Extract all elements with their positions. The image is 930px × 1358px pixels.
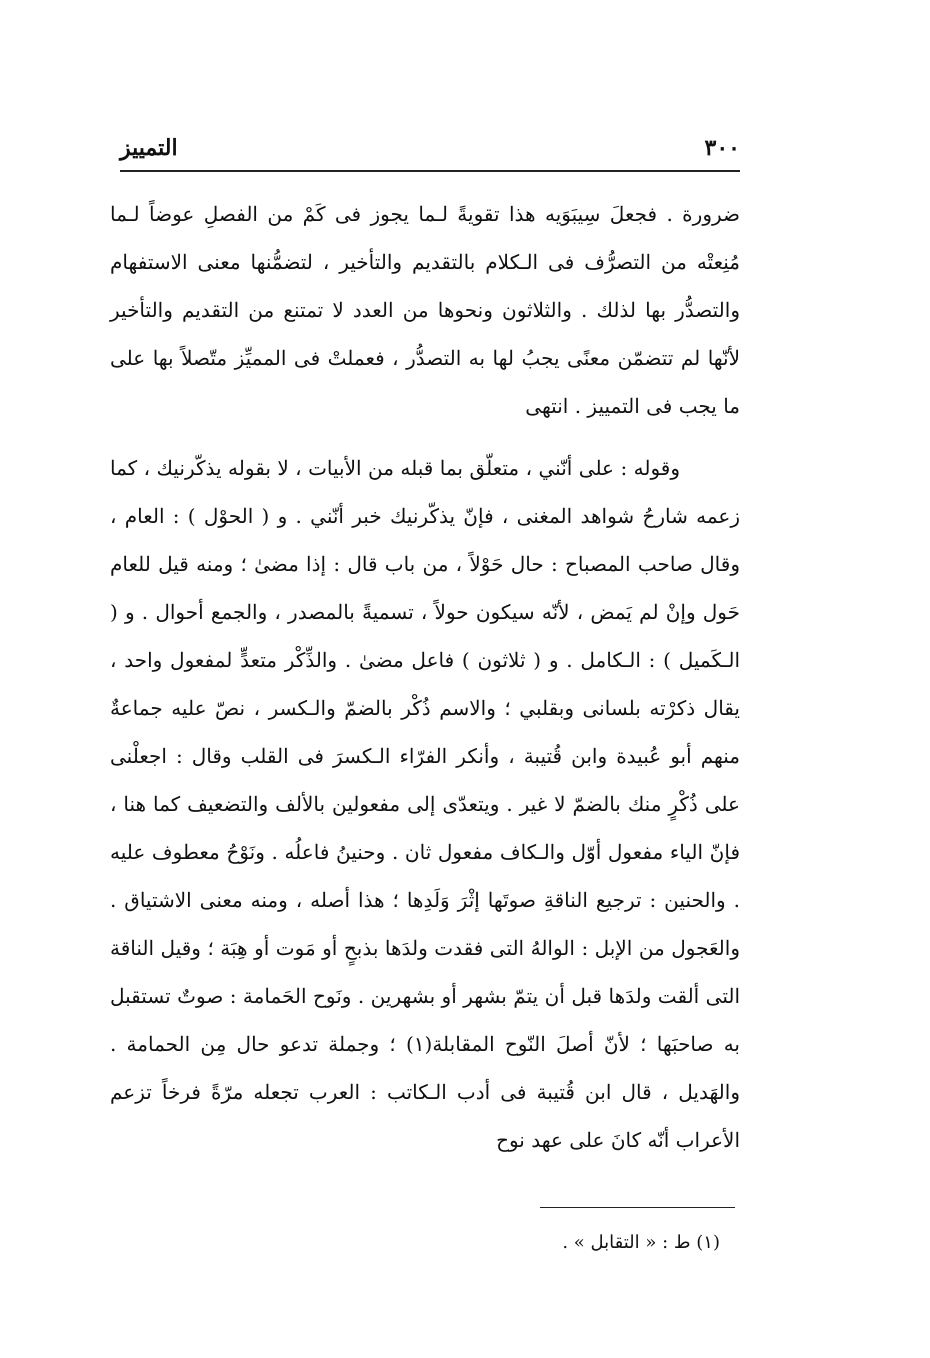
running-head	[120, 128, 740, 168]
paragraph-2: وقوله : على أنّني ، متعلّق بما قبله من الأبيات ، لا بقوله يذكّرنيك ، كما زعمه شارحُ شواهد المغنى ، فإنّ يذكّرنيك خبر أنّني . و ( الحوْل ) : العام ، وقال صاحب المصباح : حال حَوْلاً ، من باب قال : إذا مضىٰ ؛ ومنه قيل للعام حَول وإنْ لم يَمض ، لأنّه سيكون حولاً ، تسميةً بالمصدر ، والجمع أحوال . و ( الـكَميل ) : الـكامل . و ( ثلاثون ) فاعل مضىٰ . والذِّكْر متعدٍّ لمفعول واحد ، يقال ذكرْته بلسانى وبقلبي ؛ والاسم ذُكْر بالضمّ والـكسر ، نصّ عليه جماعةٌ منهم أبو عُبيدة وابن قُتيبة ، وأنكر الفرّاء الـكسرَ فى القلب وقال : اجعلْنى على ذُكْرٍ منك بالضمّ لا غير . ويتعدّى إلى مفعولين بالألف والتضعيف كما هنا ، فإنّ الياء مفعول أوّل والـكاف مفعول ثان . وحنينُ فاعلُه . ونَوْحُ معطوف عليه . والحنين : ترجيع الناقةِ صوتَها إثْرَ وَلَدِها ؛ هذا أصله ، ومنه معنى الاشتياق . والعَجول من الإبل : الوالهُ التى فقدت ولدَها بذبحٍ أو مَوت أو هِبَة ؛ وقيل الناقة التى ألقت ولدَها قبل أن يتمّ بشهر أو بشهرين . ونَوح الحَمامة : صوتٌ تستقبل به صاحبَها ؛ لأنّ أصلَ النّوح المقابلة(١) ؛ وجملة تدعو حال مِن الحمامة . والهَديل ، قال ابن قُتيبة فى أدب الـكاتب : العرب تجعله مرّةً فرخاً تزعم الأعراب أنّه كانَ على عهد نوح	[110, 456, 741, 1152]
paragraph-1: ضرورة . فجعلَ سِيبَوَيه هذا تقويةً لـما يجوز فى كَمْ من الفصلِ عوضاً لـما مُنِعتْه من التصرُّف فى الـكلام بالتقديم والتأخير ، لتضمُّنها معنى الاستفهام والتصدُّر بها لذلك . والثلاثون ونحوها من العدد لا تمتنع من التقديم والتأخير لأنّها لم تتضمّن معنًى يجبُ لها به التصدُّر ، فعملتْ فى المميِّز متّصلاً بها على ما يجب فى التمييز . انتهى	[110, 202, 740, 418]
page-number: ٣٠٠	[704, 135, 740, 161]
footnote: (١) ط : « التقابل » .	[562, 1232, 720, 1253]
running-title: التمييز	[120, 135, 178, 161]
footnote-rule	[540, 1207, 735, 1208]
main-text	[110, 190, 740, 1164]
header-rule	[120, 170, 740, 172]
